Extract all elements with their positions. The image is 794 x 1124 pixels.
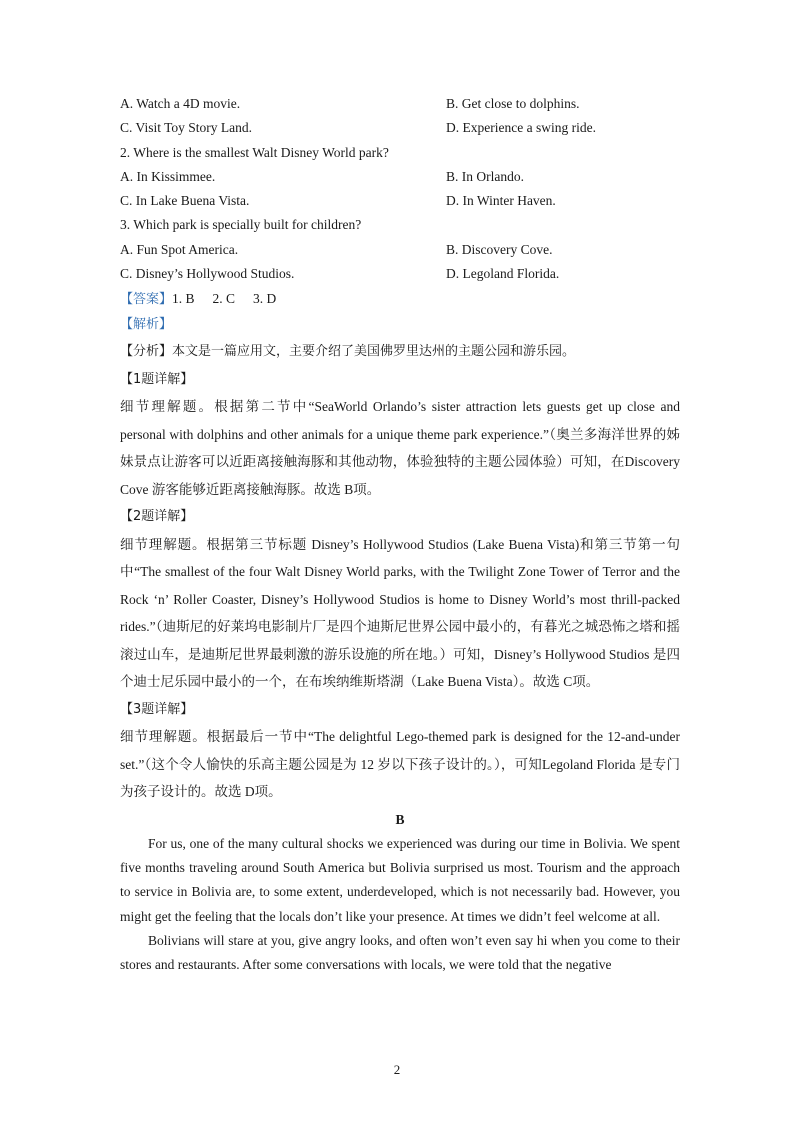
summary-label: 【分析】	[120, 344, 173, 360]
answer-line	[120, 286, 680, 312]
q1-option-d: D. Experience a swing ride.	[446, 120, 596, 136]
page-content	[120, 92, 680, 978]
q2-option-d: D. In Winter Haven.	[446, 193, 556, 209]
q1-option-c: C. Visit Toy Story Land.	[120, 120, 253, 136]
detail-2-text: 细节理解题。根据第三节标题 Disney’s Hollywood Studios (Lake Buena Vista)和第三节第一句中“The smallest of the four Walt Disney World parks, with the Twilight Zone Tower of Terror and the Rock ‘n’ Roller Coaster, Disney’s Hollywood Studios is home to Disney World’s most thrill-packed rides.”（迪斯尼的好莱坞电影制片厂是四个迪斯尼世界公园中最小的，有暮光之城恐怖之塔和摇滚过山车，是迪斯尼世界最刺激的游乐设施的所在地。）可知，Disney’s Hollywood Studios 是四个迪士尼乐园中最小的一个，在布埃纳维斯塔湖（Lake Buena Vista）。故选 C项。	[120, 536, 680, 690]
summary-line	[120, 338, 680, 366]
answer-1: 1. B	[172, 291, 195, 307]
answer-3: 3. D	[253, 291, 277, 307]
answer-2: 2. C	[212, 291, 236, 307]
option-row	[120, 92, 680, 116]
q3-option-a: A. Fun Spot America.	[120, 241, 239, 257]
q3-question: 3. Which park is specially built for children?	[120, 217, 362, 233]
detail-1-heading: 【1题详解】	[120, 371, 194, 387]
q2-option-c: C. In Lake Buena Vista.	[120, 193, 250, 209]
summary-text: 本文是一篇应用文，主要介绍了美国佛罗里达州的主题公园和游乐园。	[172, 344, 576, 360]
option-row	[120, 116, 680, 140]
q3-option-d: D. Legoland Florida.	[446, 266, 560, 282]
q2-question: 2. Where is the smallest Walt Disney World park?	[120, 144, 389, 160]
passage-paragraph-2: Bolivians will stare at you, give angry looks, and often won’t even say hi when you come to their stores and restaurants. After some conversations with locals, we were told that the negative	[120, 933, 680, 973]
q3-option-c: C. Disney’s Hollywood Studios.	[120, 266, 295, 282]
passage-paragraph-1: For us, one of the many cultural shocks we experienced was during our time in Bolivia. We spent five months traveling around South America but Bolivia surprised us most. Tourism and the approach to service in Bolivia are, to some extent, underdeveloped, which is not necessarily bad. However, you might get the feeling that the locals don’t like your presence. At times we didn’t feel welcome at all.	[120, 835, 680, 924]
detail-2-heading: 【2题详解】	[120, 509, 194, 525]
q1-option-a: A. Watch a 4D movie.	[120, 96, 241, 111]
option-row	[120, 189, 680, 213]
detail-3-text: 细节理解题。根据最后一节中“The delightful Lego-themed park is designed for the 12-and-under set.”（这个令人愉快的乐高主题公园是为 12 岁以下孩子设计的。），可知Legoland Florida 是专门为孩子设计的。故选 D项。	[120, 729, 680, 800]
page-number: 2	[393, 1062, 401, 1077]
analysis-label: 【解析】	[120, 317, 173, 333]
q2-option-b: B. In Orlando.	[446, 168, 524, 184]
option-row	[120, 238, 680, 262]
q2-option-a: A. In Kissimmee.	[120, 168, 216, 184]
detail-3-heading: 【3题详解】	[120, 701, 194, 717]
option-row	[120, 165, 680, 189]
q3-option-b: B. Discovery Cove.	[446, 241, 553, 257]
section-b-title: B	[395, 811, 405, 827]
q1-option-b: B. Get close to dolphins.	[446, 96, 580, 111]
detail-1-text: 细节理解题。根据第二节中“SeaWorld Orlando’s sister attraction lets guests get up close and personal with dolphins and other animals for a unique theme park experience.”（奥兰多海洋世界的姊妹景点让游客可以近距离接触海豚和其他动物，体验独特的主题公园体验）可知，在Discovery Cove 游客能够近距离接触海豚。故选 B项。	[120, 399, 680, 497]
answer-label: 【答案】	[120, 292, 173, 308]
option-row	[120, 262, 680, 286]
